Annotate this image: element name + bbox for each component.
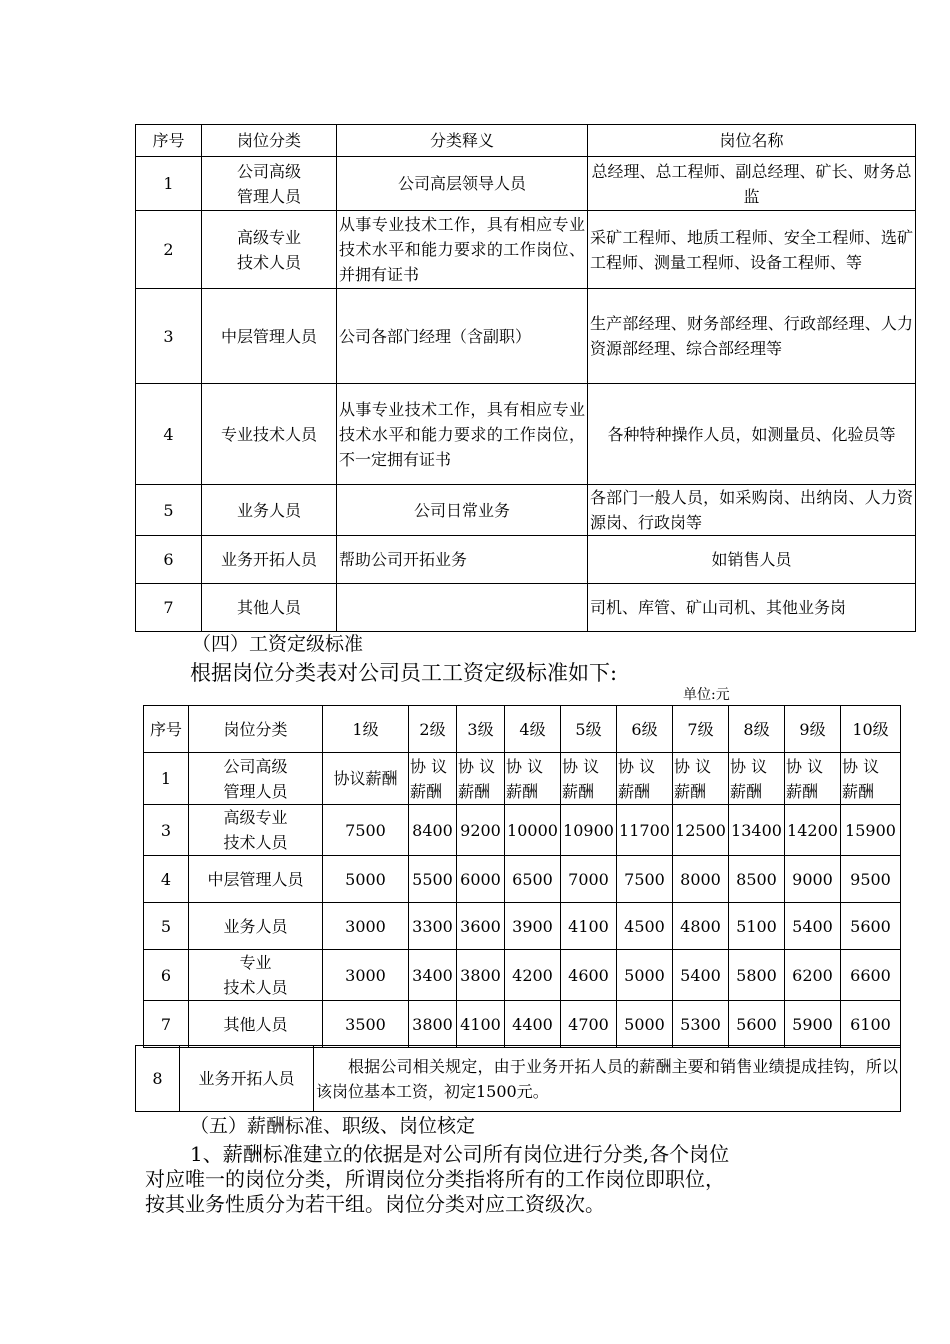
salary-cell: 6600 <box>841 950 901 1001</box>
job-category: 业务开拓人员 <box>202 536 337 584</box>
salary-cell: 协 议 薪酬 <box>785 753 841 805</box>
table-row <box>144 950 901 1001</box>
row-number: 2 <box>136 211 202 289</box>
job-titles: 各部门一般人员，如采购岗、出纳岗、人力资源岗、行政岗等 <box>588 485 916 536</box>
salary-cell: 协 议 薪酬 <box>841 753 901 805</box>
job-category: 专业 技术人员 <box>189 950 323 1001</box>
job-category: 专业技术人员 <box>202 384 337 485</box>
salary-note: 根据公司相关规定，由于业务开拓人员的薪酬主要和销售业绩提成挂钩，所以该岗位基本工资，初定1500元。 <box>314 1046 901 1112</box>
salary-cell: 3800 <box>409 1001 457 1048</box>
salary-cell: 5400 <box>785 903 841 950</box>
job-category: 中层管理人员 <box>189 856 323 903</box>
salary-cell: 3800 <box>457 950 505 1001</box>
table-row <box>136 536 916 584</box>
salary-cell: 4200 <box>505 950 561 1001</box>
salary-cell: 7500 <box>323 805 409 856</box>
header-cell: 4级 <box>505 706 561 753</box>
job-titles: 如销售人员 <box>588 536 916 584</box>
category-description: 从事专业技术工作，具有相应专业技术水平和能力要求的工作岗位，不一定拥有证书 <box>337 384 588 485</box>
salary-cell: 9200 <box>457 805 505 856</box>
row-number: 7 <box>136 584 202 632</box>
salary-cell: 8400 <box>409 805 457 856</box>
job-category: 其他人员 <box>189 1001 323 1048</box>
salary-cell: 5000 <box>617 950 673 1001</box>
table-row <box>144 753 901 805</box>
salary-cell: 协议薪酬 <box>323 753 409 805</box>
category-description: 公司高层领导人员 <box>337 157 588 211</box>
job-category: 业务人员 <box>202 485 337 536</box>
salary-cell: 9000 <box>785 856 841 903</box>
job-category: 其他人员 <box>202 584 337 632</box>
table-row <box>136 289 916 384</box>
salary-cell: 5400 <box>673 950 729 1001</box>
unit-label: 单位:元 <box>683 687 730 703</box>
salary-cell: 6500 <box>505 856 561 903</box>
job-category: 公司高级 管理人员 <box>202 157 337 211</box>
salary-cell: 10900 <box>561 805 617 856</box>
row-number: 6 <box>136 536 202 584</box>
salary-cell: 3000 <box>323 950 409 1001</box>
salary-cell: 8500 <box>729 856 785 903</box>
salary-cell: 4800 <box>673 903 729 950</box>
salary-cell: 5600 <box>729 1001 785 1048</box>
section-4-title: （四）工资定级标准 <box>192 633 364 655</box>
header-cell: 分类释义 <box>337 125 588 157</box>
job-category: 业务开拓人员 <box>180 1046 314 1112</box>
table-row <box>136 485 916 536</box>
salary-cell: 6200 <box>785 950 841 1001</box>
salary-cell: 14200 <box>785 805 841 856</box>
paragraph-line: 按其业务性质分为若干组。岗位分类对应工资级次。 <box>145 1192 605 1216</box>
table-row <box>144 903 901 950</box>
header-cell: 序号 <box>136 125 202 157</box>
salary-cell: 协 议 薪酬 <box>457 753 505 805</box>
row-number: 3 <box>144 805 189 856</box>
table-row <box>144 805 901 856</box>
paragraph-line: 对应唯一的岗位分类，所谓岗位分类指将所有的工作岗位即职位， <box>145 1167 725 1191</box>
salary-cell: 5900 <box>785 1001 841 1048</box>
salary-cell: 6000 <box>457 856 505 903</box>
salary-cell: 5500 <box>409 856 457 903</box>
table-row <box>144 856 901 903</box>
section-4-intro: 根据岗位分类表对公司员工工资定级标准如下: <box>190 661 618 685</box>
salary-cell: 7500 <box>617 856 673 903</box>
salary-cell: 5000 <box>323 856 409 903</box>
header-cell: 8级 <box>729 706 785 753</box>
row-number: 4 <box>144 856 189 903</box>
table-row <box>136 384 916 485</box>
salary-cell: 9500 <box>841 856 901 903</box>
header-cell: 序号 <box>144 706 189 753</box>
salary-cell: 协 议 薪酬 <box>673 753 729 805</box>
table-header-row <box>144 706 901 753</box>
header-cell: 2级 <box>409 706 457 753</box>
job-titles: 总经理、总工程师、副总经理、矿长、财务总监 <box>588 157 916 211</box>
row-number: 8 <box>136 1046 180 1112</box>
salary-cell: 5100 <box>729 903 785 950</box>
table-row <box>136 1046 901 1112</box>
row-number: 5 <box>144 903 189 950</box>
salary-cell: 10000 <box>505 805 561 856</box>
table-row <box>136 157 916 211</box>
job-category: 中层管理人员 <box>202 289 337 384</box>
paragraph-line: 1、薪酬标准建立的依据是对公司所有岗位进行分类,各个岗位 <box>190 1142 730 1166</box>
row-number: 5 <box>136 485 202 536</box>
job-category: 高级专业 技术人员 <box>202 211 337 289</box>
salary-cell: 协 议 薪酬 <box>409 753 457 805</box>
salary-cell: 3000 <box>323 903 409 950</box>
salary-cell: 4700 <box>561 1001 617 1048</box>
table-row <box>136 211 916 289</box>
salary-cell: 协 议 薪酬 <box>561 753 617 805</box>
job-category: 高级专业 技术人员 <box>189 805 323 856</box>
salary-cell: 3600 <box>457 903 505 950</box>
header-cell: 1级 <box>323 706 409 753</box>
table-header-row <box>136 125 916 157</box>
header-cell: 岗位分类 <box>189 706 323 753</box>
header-cell: 3级 <box>457 706 505 753</box>
header-cell: 10级 <box>841 706 901 753</box>
category-description: 公司各部门经理（含副职） <box>337 289 588 384</box>
salary-grade-table <box>143 705 901 1048</box>
row-number: 4 <box>136 384 202 485</box>
table-row <box>144 1001 901 1048</box>
salary-cell: 3900 <box>505 903 561 950</box>
header-cell: 9级 <box>785 706 841 753</box>
salary-cell: 8000 <box>673 856 729 903</box>
salary-cell: 协 议 薪酬 <box>729 753 785 805</box>
salary-cell: 4100 <box>457 1001 505 1048</box>
salary-cell: 11700 <box>617 805 673 856</box>
salary-cell: 5600 <box>841 903 901 950</box>
salary-cell: 协 议 薪酬 <box>505 753 561 805</box>
header-cell: 7级 <box>673 706 729 753</box>
job-category: 公司高级 管理人员 <box>189 753 323 805</box>
salary-cell: 4600 <box>561 950 617 1001</box>
salary-cell: 5000 <box>617 1001 673 1048</box>
category-description: 帮助公司开拓业务 <box>337 536 588 584</box>
salary-cell: 5300 <box>673 1001 729 1048</box>
row-number: 6 <box>144 950 189 1001</box>
category-description <box>337 584 588 632</box>
row-number: 3 <box>136 289 202 384</box>
salary-cell: 3500 <box>323 1001 409 1048</box>
salary-cell: 12500 <box>673 805 729 856</box>
business-development-table <box>135 1045 901 1112</box>
header-cell: 6级 <box>617 706 673 753</box>
salary-cell: 13400 <box>729 805 785 856</box>
salary-cell: 协 议 薪酬 <box>617 753 673 805</box>
row-number: 7 <box>144 1001 189 1048</box>
job-category: 业务人员 <box>189 903 323 950</box>
salary-cell: 4400 <box>505 1001 561 1048</box>
salary-cell: 3400 <box>409 950 457 1001</box>
job-titles: 各种特种操作人员，如测量员、化验员等 <box>588 384 916 485</box>
salary-cell: 3300 <box>409 903 457 950</box>
salary-cell: 4500 <box>617 903 673 950</box>
category-description: 公司日常业务 <box>337 485 588 536</box>
header-cell: 岗位分类 <box>202 125 337 157</box>
job-classification-table <box>135 124 916 632</box>
row-number: 1 <box>144 753 189 805</box>
salary-cell: 15900 <box>841 805 901 856</box>
row-number: 1 <box>136 157 202 211</box>
job-titles: 生产部经理、财务部经理、行政部经理、人力资源部经理、综合部经理等 <box>588 289 916 384</box>
table-row <box>136 584 916 632</box>
header-cell: 5级 <box>561 706 617 753</box>
salary-cell: 5800 <box>729 950 785 1001</box>
salary-cell: 6100 <box>841 1001 901 1048</box>
job-titles: 采矿工程师、地质工程师、安全工程师、选矿工程师、测量工程师、设备工程师、等 <box>588 211 916 289</box>
job-titles: 司机、库管、矿山司机、其他业务岗 <box>588 584 916 632</box>
salary-cell: 4100 <box>561 903 617 950</box>
section-5-title: （五）薪酬标准、职级、岗位核定 <box>190 1115 476 1137</box>
category-description: 从事专业技术工作，具有相应专业技术水平和能力要求的工作岗位、并拥有证书 <box>337 211 588 289</box>
salary-cell: 7000 <box>561 856 617 903</box>
header-cell: 岗位名称 <box>588 125 916 157</box>
